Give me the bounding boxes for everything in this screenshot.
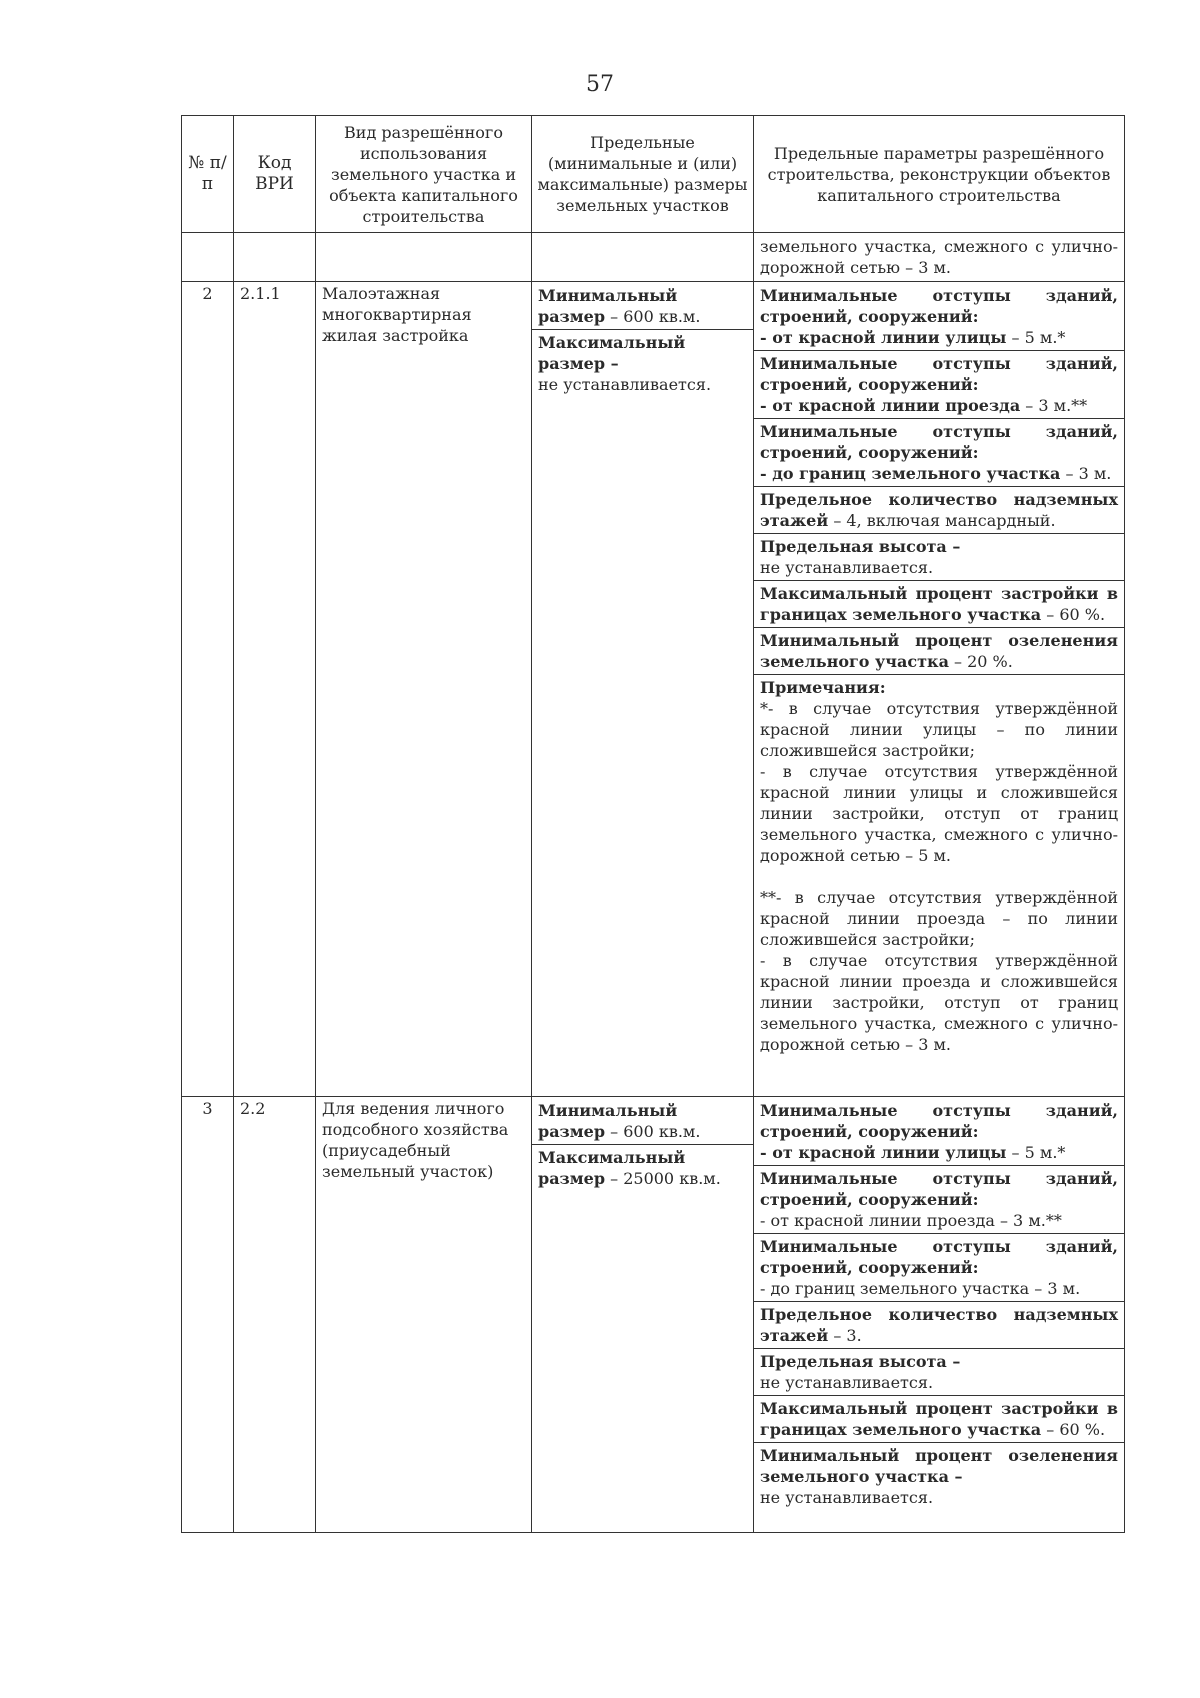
param-greening: Минимальный процент озеленения земельного участка – 20 %. [754, 627, 1124, 674]
header-num: № п/п [182, 116, 234, 233]
size-min [532, 283, 753, 329]
header-code: Код ВРИ [234, 116, 316, 233]
size-min-label: Минимальный размер [538, 1101, 678, 1142]
regulations-table [181, 115, 1125, 1533]
notes [754, 674, 1124, 1057]
note-2: - в случае отсутствия утверждённой красной линии улицы и сложившейся линии застройки, отступ от границ земельного участка, смежного с улично-дорожной сетью – 5 м. [760, 762, 1118, 865]
param-setback-passage: Минимальные отступы зданий, строений, сооружений: - от красной линии проезда – 3 м.** [754, 350, 1124, 418]
param-setback-boundary: Минимальные отступы зданий, строений, сооружений: - до границ земельного участка – 3 м. [754, 1233, 1124, 1301]
header-size: Предельные (минимальные и (или) максимальные) размеры земельных участков [532, 116, 754, 233]
row-num: 2 [182, 282, 234, 1097]
cont-params [754, 233, 1125, 282]
size-max-value: не устанавливается. [538, 375, 712, 394]
size-max [532, 1144, 753, 1191]
cont-size [532, 233, 754, 282]
row-use: Малоэтажная многоквартирная жилая застройка [316, 282, 532, 1097]
cont-params-text: земельного участка, смежного с улично-дорожной сетью – 3 м. [760, 237, 1118, 277]
param-coverage: Максимальный процент застройки в границах земельного участка – 60 %. [754, 1395, 1124, 1442]
size-max-label: Максимальный размер [538, 1148, 686, 1189]
size-min [532, 1098, 753, 1144]
param-setback-boundary: Минимальные отступы зданий, строений, сооружений: - до границ земельного участка – 3 м. [754, 418, 1124, 486]
size-max-value: – 25000 кв.м. [605, 1169, 721, 1189]
page-number: 57 [586, 72, 614, 97]
row-size [532, 282, 754, 1097]
cont-use [316, 233, 532, 282]
row-params [754, 1097, 1125, 1533]
size-min-value: – 600 кв.м. [605, 1122, 701, 1142]
header-params: Предельные параметры разрешённого строительства, реконструкции объектов капитального строительства [754, 116, 1125, 233]
cont-num [182, 233, 234, 282]
table-row [182, 1097, 1125, 1533]
header-use: Вид разрешённого использования земельного участка и объекта капитального строительства [316, 116, 532, 233]
size-max-label: Максимальный размер – [538, 333, 686, 373]
param-height: Предельная высота – не устанавливается. [754, 1348, 1124, 1395]
note-1: *- в случае отсутствия утверждённой красной линии улицы – по линии сложившейся застройки; [760, 699, 1118, 760]
row-num: 3 [182, 1097, 234, 1533]
continuation-row [182, 233, 1125, 282]
table-header-row [182, 116, 1125, 233]
size-max [532, 329, 753, 397]
row-use: Для ведения личного подсобного хозяйства (приусадебный земельный участок) [316, 1097, 532, 1533]
note-4: - в случае отсутствия утверждённой красной линии проезда и сложившейся линии застройки, отступ от границ земельного участка, смежного с улично-дорожной сетью – 3 м. [760, 951, 1118, 1054]
note-3: **- в случае отсутствия утверждённой красной линии проезда – по линии сложившейся застройки; [760, 888, 1118, 949]
size-min-label: Минимальный размер [538, 286, 678, 326]
row-code: 2.2 [234, 1097, 316, 1533]
param-coverage: Максимальный процент застройки в границах земельного участка – 60 %. [754, 580, 1124, 627]
param-setback-street: Минимальные отступы зданий, строений, сооружений: - от красной линии улицы – 5 м.* [760, 1101, 1118, 1163]
cont-code [234, 233, 316, 282]
param-height: Предельная высота – не устанавливается. [754, 533, 1124, 580]
param-floors: Предельное количество надземных этажей – 3. [754, 1301, 1124, 1348]
param-setback-passage: Минимальные отступы зданий, строений, сооружений: - от красной линии проезда – 3 м.** [754, 1165, 1124, 1233]
param-greening: Минимальный процент озеленения земельного участка – не устанавливается. [754, 1442, 1124, 1510]
row-code: 2.1.1 [234, 282, 316, 1097]
param-setback-street: Минимальные отступы зданий, строений, сооружений: - от красной линии улицы – 5 м.* [760, 286, 1118, 347]
row-size [532, 1097, 754, 1533]
row-params [754, 282, 1125, 1097]
table-row [182, 282, 1125, 1097]
param-floors: Предельное количество надземных этажей – 4, включая мансардный. [754, 486, 1124, 533]
size-min-value: – 600 кв.м. [605, 307, 701, 326]
notes-title: Примечания: [760, 678, 886, 697]
